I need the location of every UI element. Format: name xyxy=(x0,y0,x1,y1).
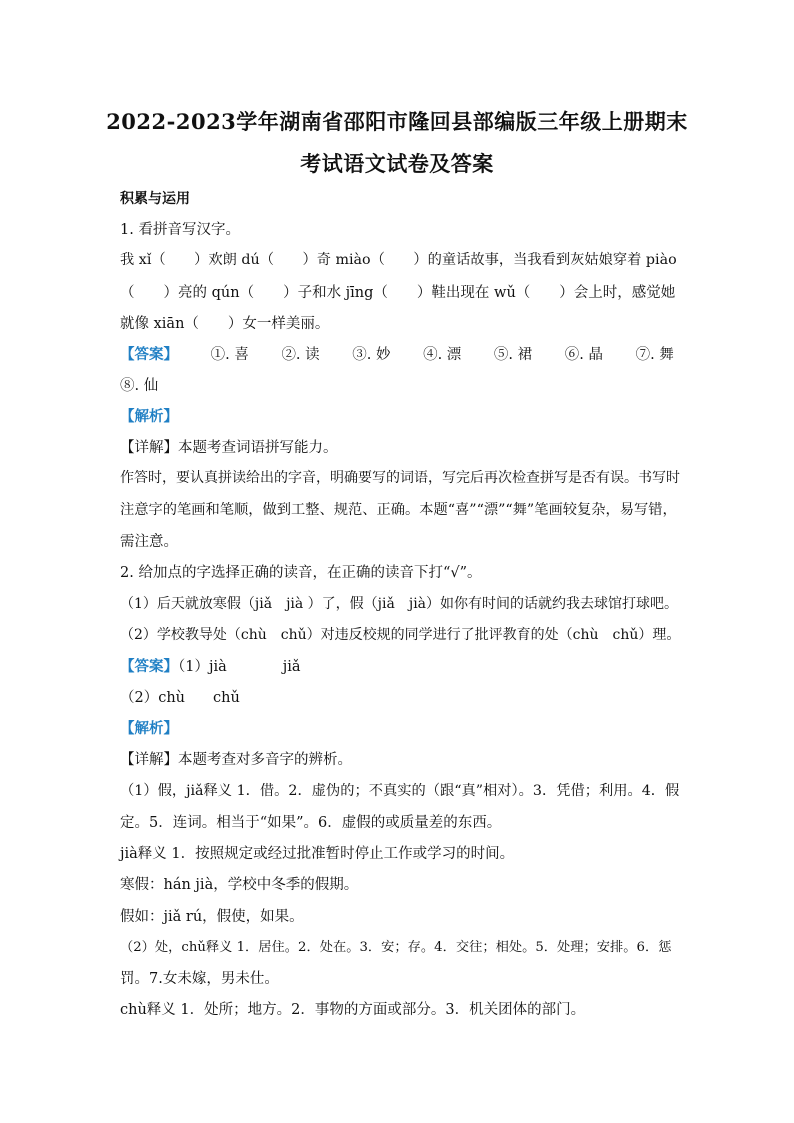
q1-detail-row xyxy=(120,436,338,457)
detail-tag: 【详解】 xyxy=(120,440,178,456)
q2-para4: 假如：jiǎ rú，假使，如果。 xyxy=(120,909,304,925)
answer-item: ②. 读 xyxy=(281,347,320,363)
q1-analysis-tag: 【解析】 xyxy=(120,408,178,425)
q1-para-line1: 作答时，要认真拼读给出的字音，明确要写的词语，写完后再次检查拼写是否有误。书写时 xyxy=(120,470,680,486)
q2-para2: jià释义 1．按照规定或经过批准暂时停止工作或学习的时间。 xyxy=(120,846,515,862)
answer-item: ⑦. 舞 xyxy=(635,347,674,363)
answer-tag: 【答案】 xyxy=(120,658,178,675)
detail-text: 本题考查对多音字的辨析。 xyxy=(178,752,352,768)
q2-para3: 寒假：hán jià，学校中冬季的假期。 xyxy=(120,877,359,893)
answer-item: （1）jià xyxy=(178,659,227,675)
q2-analysis-tag: 【解析】 xyxy=(120,720,178,737)
q2-answer-row2 xyxy=(120,686,240,707)
q2-heading: 2. 给加点的字选择正确的读音，在正确的读音下打“√”。 xyxy=(120,565,482,581)
answer-tag: 【答案】 xyxy=(120,346,178,363)
q1-para-line3: 需注意。 xyxy=(120,534,178,550)
q2-para1-line1: （1）假，jiǎ释义 1．借。2．虚伪的；不真实的（跟“真”相对）。3．凭借；利用。4．假 xyxy=(120,783,680,799)
q1-para-line2: 注意字的笔画和笔顺，做到工整、规范、正确。本题“喜”“漂”“舞”笔画较复杂，易写错， xyxy=(120,502,677,518)
q1-line3: 就像 xiān（ ）女一样美丽。 xyxy=(120,316,330,332)
answer-item: ①. 喜 xyxy=(210,347,249,363)
q2-answer-row1 xyxy=(120,655,301,676)
answer-item: ⑥. 晶 xyxy=(564,347,603,363)
q2-para5-line1: （2）处，chǔ释义 1．居住。2．处在。3．安；存。4．交往；相处。5．处理；安排。6．惩 xyxy=(120,940,672,955)
q2-para1-line2: 定。5．连词。相当于“如果”。6．虚假的或质量差的东西。 xyxy=(120,815,502,831)
answer-item: ③. 妙 xyxy=(352,347,391,363)
q2-item1: （1）后天就放寒假（jiǎ jià ）了，假（jiǎ jià）如你有时间的话就约我去球馆打球吧。 xyxy=(120,596,679,612)
answer-item: chǔ xyxy=(213,690,240,706)
q1-heading: 1. 看拼音写汉字。 xyxy=(120,222,240,238)
q1-answer-line2: ⑧. 仙 xyxy=(120,378,159,394)
answer-item: ⑤. 裙 xyxy=(493,347,533,363)
detail-tag: 【详解】 xyxy=(120,752,178,768)
answer-item: jiǎ xyxy=(282,659,301,675)
q1-line1: 我 xǐ（ ）欢朗 dú（ ）奇 miào（ ）的童话故事，当我看到灰姑娘穿着 piào xyxy=(120,252,677,268)
q1-line2: （ ）亮的 qún（ ）子和水 jīng（ ）鞋出现在 wǔ（ ）会上时，感觉她 xyxy=(120,285,676,301)
answer-item: ④. 漂 xyxy=(423,347,462,363)
answer-item: （2）chù xyxy=(120,690,186,706)
section-heading: 积累与运用 xyxy=(120,191,190,207)
detail-text: 本题考查词语拼写能力。 xyxy=(178,440,338,456)
doc-title-line1: 2022-2023学年湖南省邵阳市隆回县部编版三年级上册期末 xyxy=(106,109,688,134)
q2-para5-line2: 罚。7.女未嫁，男未仕。 xyxy=(120,971,279,987)
q2-para6: chù释义 1．处所；地方。2．事物的方面或部分。3．机关团体的部门。 xyxy=(120,1002,586,1018)
q2-detail-row xyxy=(120,748,352,769)
q2-item2: （2）学校教导处（chù chǔ）对违反校规的同学进行了批评教育的处（chù chǔ）理。 xyxy=(120,627,681,643)
doc-title-line2: 考试语文试卷及答案 xyxy=(300,151,494,176)
q1-answer-row xyxy=(120,343,674,364)
